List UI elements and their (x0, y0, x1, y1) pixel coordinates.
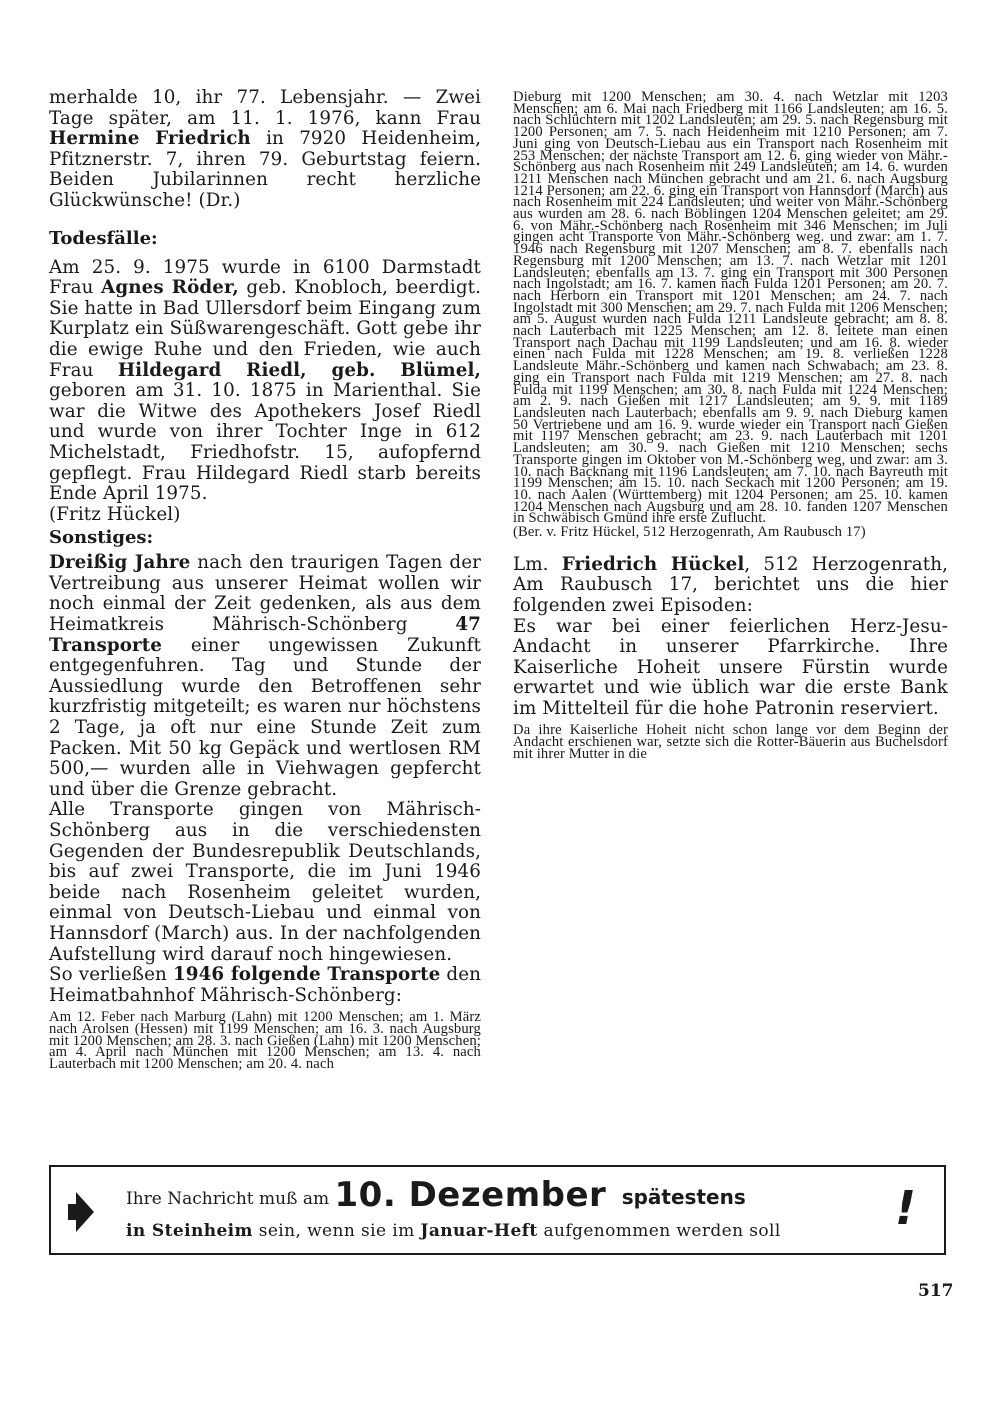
bold-phrase: in Steinheim (126, 1221, 253, 1241)
bold-phrase: Dreißig Jahre (49, 552, 191, 574)
deaths-paragraph (49, 258, 481, 526)
episode-1: Es war bei einer feierlichen Herz-Jesu-Andacht in unserer Pfarrkirche. Ihre Kaiserliche Hoheit unsere Fürstin wurde erwartet und wie üblich war die erste Bank im Mittelteil für die hohe Patronin reserviert. (513, 615, 948, 719)
episode-1-continued: Da ihre Kaiserliche Hoheit nicht schon lange vor dem Beginn der Andacht erschienen war, setzte sich die Rotter-Bäuerin aus Buchelsdorf mit ihrer Mutter in die (513, 722, 948, 762)
text: spätestens (621, 1185, 746, 1209)
transport-list-start: Am 12. Feber nach Marburg (Lahn) mit 1200 Menschen; am 1. März nach Arolsen (Hessen) mit 1199 Menschen; am 16. 3. nach Augsburg mit 1200 Menschen; am 28. 3. nach Gießen (Lahn) mit 1200 Menschen; am 4. April nach München mit 1200 Menschen; am 13. 4. nach Lauterbach mit 1200 Menschen; am 20. 4. nach (49, 1009, 481, 1072)
text: den Heimatbahnhof Mährisch-Schönberg: (49, 964, 482, 1006)
text: , 512 Herzogenrath, Am Raubusch 17, berichtet uns die hier folgenden zwei Episoden: (513, 553, 949, 616)
misc-paragraph-3 (49, 965, 481, 1006)
text: einer ungewissen Zukunft entgegenfuhren. Tag und Stunde der Aussiedlung wurde den Betroffenen sehr kurzfristig mitgeteilt; es waren nur höchstens 2 Tage, ja oft nur eine Stunde Zeit zum Packen. Mit 50 kg Gepäck und wertlosen RM 500,— wurden alle in Viehwagen gepfercht und über die Grenze gebracht. (49, 634, 481, 800)
bold-phrase: 47 Transporte (49, 614, 481, 656)
deadline-notice-box (49, 1165, 946, 1255)
notice-line-1 (126, 1175, 746, 1215)
text: geb. Knobloch, beerdigt. Sie hatte in Bad Ullersdorf beim Eingang zum Kurplatz ein Süßwarengeschäft. Gott gebe ihr die ewige Ruhe und den Frieden, wie auch Frau (49, 277, 481, 381)
deaths-heading: Todesfälle: (49, 227, 158, 249)
text: merhalde 10, ihr 77. Lebensjahr. — Zwei Tage später, am 11. 1. 1976, kann Frau (49, 87, 481, 129)
deadline-date: 10. Dezember (334, 1175, 607, 1215)
birthday-paragraph (49, 88, 481, 212)
bold-phrase: 1946 folgende Transporte (172, 964, 441, 986)
text: geboren am 31. 10. 1875 in Marienthal. Sie war die Witwe des Apothekers Josef Riedl und wurde von ihrer Tochter Inge in 612 Michelstadt, Friedhofstr. 15, aufopfernd gepflegt. Frau Hildegard Riedl starb bereits Ende April 1975. (49, 380, 481, 505)
episodes-intro (513, 555, 948, 617)
misc-paragraph-2: Alle Transporte gingen von Mährisch-Schönberg aus in die verschiedensten Gegenden der Bundesrepublik Deutschlands, bis auf zwei Transporte, die im Juni 1946 beide nach Rosenheim geleitet wurden, einmal von Deutsch-Liebau und einmal von Hannsdorf (March) aus. In der nachfolgenden Aufstellung wird darauf noch hingewiesen. (49, 799, 481, 965)
right-arrow-icon (68, 1192, 94, 1232)
bold-phrase: Januar-Heft (420, 1221, 538, 1241)
text: sein, wenn sie im (252, 1221, 421, 1241)
person-name: Friedrich Hückel (561, 553, 745, 575)
text: Ihre Nachricht muß am (126, 1189, 330, 1209)
left-column (49, 88, 481, 1070)
report-credit: (Ber. v. Fritz Hückel, 512 Herzogenrath, Am Raubusch 17) (513, 524, 866, 541)
text: Am 25. 9. 1975 wurde in 6100 Darmstadt Frau (49, 256, 481, 299)
notice-line-2 (126, 1221, 781, 1241)
right-column (513, 89, 949, 762)
person-name: Agnes Röder, (101, 277, 239, 299)
text: nach den traurigen Tagen der Vertreibung aus unserer Heimat wollen wir noch einmal der Zeit gedenken, als aus dem Heimatkreis Mährisch-Schönberg (49, 552, 481, 636)
person-name: Hermine Friedrich (49, 128, 251, 150)
transport-list-continued: Dieburg mit 1200 Menschen; am 30. 4. nach Wetzlar mit 1203 Menschen; am 6. Mai nach Friedberg mit 1166 Landsleuten; am 16. 5. nach Schlüchtern mit 1202 Landsleuten; am 29. 5. nach Regensburg mit 1200 Personen; am 7. 5. nach Heidenheim mit 1210 Personen; am 7. Juni ging von Deutsch-Liebau aus ein Transport nach Rosenheim mit 253 Menschen; der nächste Transport am 12. 6. ging wieder von Mähr.-Schönberg aus nach Rosenheim mit 249 Landsleuten; am 14. 6. wurden 1211 Menschen nach München gebracht und am 21. 6. nach Augsburg 1214 Personen; am 22. 6. ging ein Transport von Hannsdorf (March) aus nach Rosenheim mit 224 Landsleuten; und weiter von Mähr.-Schönberg aus wurden am 28. 6. nach Böblingen 1204 Menschen geleitet; am 29. 6. von Mähr.-Schönberg nach Rosenheim mit 346 Menschen; im Juli gingen acht Transporte von Mähr.-Schönberg weg. und zwar: am 1. 7. 1946 nach Regensburg mit 1207 Menschen; am 8. 7. ebenfalls nach Regensburg mit 1200 Menschen; am 13. 7. nach Wetzlar mit 1201 Landsleuten; ebenfalls am 13. 7. ging ein Transport mit 300 Personen nach Ingolstadt; am 16. 7. kamen nach Fulda 1201 Personen; am 20. 7. nach Herborn ein Transport mit 1201 Menschen; am 24. 7. nach Ingolstadt mit 300 Menschen; am 29. 7. nach Fulda mit 1206 Menschen; am 5. August wurden nach Fulda 1211 Landsleute gebracht; am 8. 8. nach Lauterbach mit 1225 Menschen; am 12. 8. leitete man einen Transport nach Dachau mit 1199 Landsleuten; und am 16. 8. wieder einen nach Fulda mit 1228 Menschen; am 19. 8. verließen 1228 Landsleute Mähr.-Schönberg und kamen nach Schwabach; am 23. 8. ging ein Transport nach Fulda mit 1219 Menschen; am 27. 8. nach Fulda mit 1199 Menschen; am 30. 8. nach Fulda mit 1224 Menschen; am 2. 9. nach Gießen mit 1217 Landsleuten; am 9. 9. mit 1189 Landsleuten nach Lauterbach; ebenfalls am 9. 9. nach Dieburg kamen 50 Vertriebene und am 16. 9. wurde wieder ein Transport nach Gießen mit 1197 Menschen gebracht; am 23. 9. nach Lauterbach mit 1201 Landsleuten; am 30. 9. nach Gießen mit 1210 Menschen; sechs Transporte gingen im Oktober von M.-Schönberg weg, und zwar: am 3. 10. nach Backnang mit 1196 Landsleuten; am 7. 10. nach Bayreuth mit 1199 Menschen; am 15. 10. nach Seckach mit 1200 Personen; am 19. 10. nach Aalen (Württemberg) mit 1204 Personen; am 25. 10. kamen 1204 Menschen nach Augsburg und am 28. 10. fanden 1207 Menschen in Schwäbisch Gmünd ihre erste Zuflucht. (513, 89, 948, 527)
text: Lm. (513, 553, 562, 575)
text: in 7920 Heidenheim, Pfitznerstr. 7, ihren 79. Geburtstag feiern. Beiden Jubilarinnen recht herzliche Glückwünsche! (Dr.) (49, 128, 481, 211)
person-name: Hildegard Riedl, geb. Blümel, (117, 359, 481, 381)
page-number: 517 (918, 1281, 954, 1301)
text: So verließen (49, 964, 173, 986)
exclamation-icon: ! (895, 1181, 916, 1235)
author-signature: (Fritz Hückel) (49, 503, 181, 525)
text: aufgenommen werden soll (537, 1221, 781, 1241)
misc-paragraph-1 (49, 553, 481, 800)
misc-heading: Sonstiges: (49, 527, 154, 549)
